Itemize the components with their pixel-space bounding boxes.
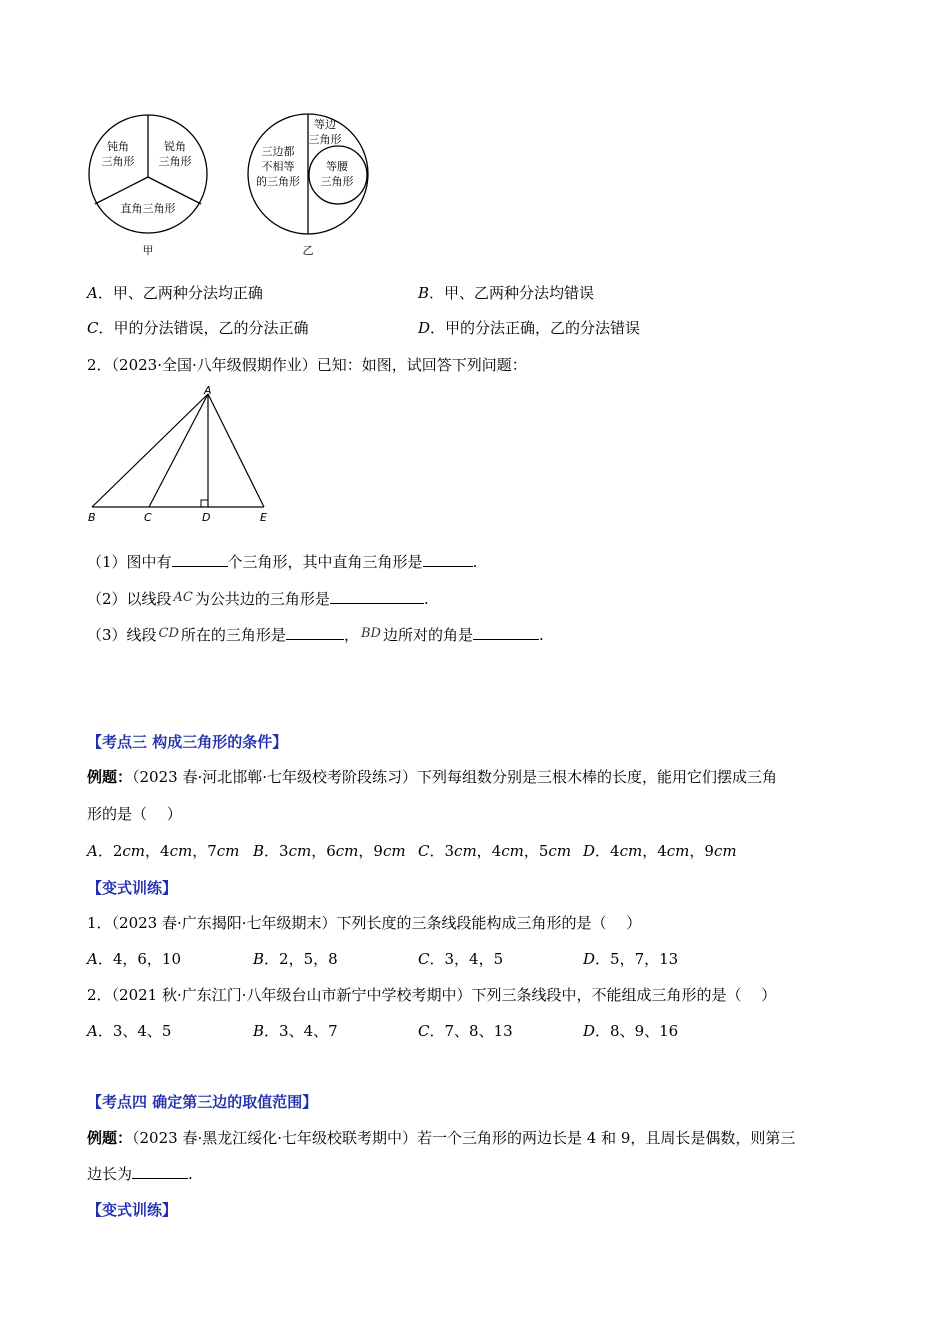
t2-option-c[interactable] <box>418 1020 513 1041</box>
section3-example-option-b[interactable]: B．3cm，6cm，9cm <box>253 842 406 860</box>
option-letter: D <box>583 842 596 860</box>
q1-option-d-letter: D <box>418 319 431 337</box>
q2-sub3-text-a: （3）线段 <box>87 626 157 644</box>
jia-acute-label-1: 锐角 <box>164 140 186 153</box>
section4-example-text-2a: 边长为 <box>87 1165 133 1183</box>
q1-option-c-letter: C <box>87 319 99 337</box>
yi-equilateral-label-2: 三角形 <box>308 133 342 146</box>
q1-option-c-text: ．甲的分法错误，乙的分法正确 <box>98 319 309 337</box>
q2-number: 2． <box>87 356 112 374</box>
q1-option-a[interactable] <box>87 282 263 303</box>
unit-label: cm <box>713 842 737 860</box>
q2-sub1-blank2[interactable] <box>423 552 473 567</box>
q2-sub1-blank1[interactable] <box>172 552 228 567</box>
triangle-figure <box>82 382 282 527</box>
yi-scalene-label-1: 三边都 <box>261 145 295 158</box>
jia-caption: 甲 <box>142 244 154 257</box>
unit-label: cm <box>288 842 312 860</box>
option-letter: C <box>418 1022 430 1040</box>
t2-option-d[interactable] <box>583 1020 678 1041</box>
option-value: 4 <box>657 842 667 860</box>
q2-sub3-text-e: . <box>538 626 544 644</box>
option-value: 3 <box>279 842 289 860</box>
section3-example-option-d[interactable]: D．4cm，4cm，9cm <box>583 842 737 860</box>
q2-sub2-text-a: （2）以线段 <box>87 590 172 608</box>
option-value: 4 <box>610 842 620 860</box>
option-text: ．2，5，8 <box>264 950 338 968</box>
t2-stem: 2．（2021 秋·广东江门·八年级台山市新宁中学校考期中）下列三条线段中，不能组成三角形的是（ ） <box>87 986 777 1004</box>
section3-example-text-1: （2023 春·河北邯郸·七年级校考阶段练习）下列每组数分别是三根木棒的长度，能用它们摆成三角 <box>132 768 777 786</box>
q2-sub1-text-c: . <box>472 553 478 571</box>
option-letter: A <box>87 950 98 968</box>
option-value: 6 <box>326 842 336 860</box>
q1-option-a-text: ．甲、乙两种分法均正确 <box>97 284 263 302</box>
section4-example-label: 例题： <box>87 1129 133 1147</box>
unit-label: cm <box>122 842 146 860</box>
point-d-label: D <box>202 511 211 524</box>
option-value: 9 <box>373 842 383 860</box>
section3-training-title: 【变式训练】 <box>87 879 178 897</box>
option-letter: C <box>418 842 430 860</box>
section4-training-title: 【变式训练】 <box>87 1201 178 1219</box>
q1-option-b-text: ．甲、乙两种分法均错误 <box>429 284 595 302</box>
option-value: 4 <box>491 842 502 860</box>
option-letter: B <box>253 950 265 968</box>
option-text: ．7、8、13 <box>429 1022 513 1040</box>
q1-option-c[interactable] <box>87 317 309 338</box>
q2-sub2-blank[interactable] <box>330 589 424 604</box>
q2-sub3-segment-bd: BD <box>360 626 381 641</box>
unit-label: cm <box>216 842 240 860</box>
section4-example-blank[interactable] <box>132 1164 188 1179</box>
t2-option-a[interactable] <box>87 1020 171 1041</box>
yi-equilateral-label-1: 等边 <box>314 118 336 131</box>
section3-example-text-2: 形的是（ ） <box>87 805 182 823</box>
classification-figure <box>85 108 385 263</box>
q2-sub3-blank1[interactable] <box>286 625 344 640</box>
q1-option-b[interactable] <box>418 282 594 303</box>
option-letter: B <box>253 1022 265 1040</box>
section3-example-line1 <box>87 766 777 787</box>
yi-caption: 乙 <box>302 244 314 257</box>
unit-label: cm <box>454 842 477 860</box>
section4-example-line1 <box>87 1127 795 1148</box>
q2-sub2-text-b: 为公共边的三角形是 <box>194 590 330 608</box>
section3-example-option-c[interactable]: C．3cm，4cm，5cm <box>418 842 572 860</box>
t1-option-d[interactable] <box>583 948 678 969</box>
q2-sub2-segment: AC <box>173 590 193 605</box>
q2-sub2-text-c: . <box>423 590 429 608</box>
point-b-label: B <box>88 511 96 524</box>
jia-right-label: 直角三角形 <box>120 202 176 215</box>
q2-sub2 <box>87 588 429 609</box>
unit-label: cm <box>382 842 406 860</box>
section3-example-option-a[interactable]: A．2cm，4cm，7cm <box>87 842 240 860</box>
q2-sub3-segment-cd: CD <box>158 626 179 641</box>
q2-sub3-blank2[interactable] <box>473 625 539 640</box>
point-e-label: E <box>260 511 267 524</box>
option-letter: D <box>583 1022 596 1040</box>
section4-example-text-2b: . <box>188 1165 193 1183</box>
section3-example-label: 例题： <box>87 768 133 786</box>
q2-source: （2023·全国·八年级假期作业）已知：如图，试回答下列问题： <box>111 356 527 374</box>
jia-acute-label-2: 三角形 <box>158 155 192 168</box>
q2-sub3 <box>87 624 544 645</box>
yi-isosceles-label-1: 等腰 <box>326 160 348 173</box>
option-letter: B <box>253 842 265 860</box>
q1-option-a-letter: A <box>87 284 98 302</box>
option-value: 5 <box>538 842 549 860</box>
q2-sub3-text-b: 所在的三角形是 <box>180 626 286 644</box>
option-text: ．3，4，5 <box>429 950 504 968</box>
t1-option-b[interactable] <box>253 948 338 969</box>
point-c-label: C <box>144 511 152 524</box>
t2-option-b[interactable] <box>253 1020 338 1041</box>
unit-label: cm <box>548 842 572 860</box>
q1-option-d[interactable] <box>418 317 640 338</box>
option-value: 7 <box>207 842 217 860</box>
option-value: 2 <box>112 842 123 860</box>
q2-sub3-text-c: ， <box>343 626 359 644</box>
yi-scalene-label-2: 不相等 <box>261 160 295 173</box>
t1-stem: 1．（2023 春·广东揭阳·七年级期末）下列长度的三条线段能构成三角形的是（ ） <box>87 914 642 932</box>
q1-option-b-letter: B <box>418 284 430 302</box>
section3-title: 【考点三 构成三角形的条件】 <box>87 733 288 751</box>
section4-example-line2 <box>87 1163 193 1184</box>
option-letter: A <box>87 1022 98 1040</box>
unit-label: cm <box>169 842 193 860</box>
q1-option-d-text: ．甲的分法正确，乙的分法错误 <box>430 319 641 337</box>
t1-option-c[interactable] <box>418 948 503 969</box>
option-letter: D <box>583 950 596 968</box>
option-value: 3 <box>444 842 455 860</box>
option-text: ．8、9、16 <box>595 1022 679 1040</box>
option-value: 4 <box>160 842 170 860</box>
point-a-label: A <box>204 384 212 397</box>
option-text: ．5，7，13 <box>595 950 679 968</box>
jia-obtuse-label-1: 钝角 <box>107 140 129 153</box>
option-text: ．3、4、5 <box>97 1022 172 1040</box>
q2-sub1 <box>87 551 477 572</box>
jia-obtuse-label-2: 三角形 <box>101 155 135 168</box>
unit-label: cm <box>666 842 690 860</box>
yi-circle-diagram <box>248 114 368 257</box>
q2-sub1-text-b: 个三角形，其中直角三角形是 <box>227 553 423 571</box>
jia-circle-diagram <box>89 115 207 257</box>
option-value: 9 <box>704 842 714 860</box>
q2-stem <box>87 354 527 375</box>
yi-scalene-label-3: 的三角形 <box>256 175 300 188</box>
unit-label: cm <box>335 842 359 860</box>
unit-label: cm <box>501 842 524 860</box>
option-letter: C <box>418 950 430 968</box>
option-text: ．3、4、7 <box>264 1022 338 1040</box>
section4-example-text-1: （2023 春·黑龙江绥化·七年级校联考期中）若一个三角形的两边长是 4 和 9，且周长是偶数，则第三 <box>132 1129 796 1147</box>
t1-option-a[interactable] <box>87 948 181 969</box>
q2-sub1-text-a: （1）图中有 <box>87 553 172 571</box>
option-text: ．4，6，10 <box>97 950 182 968</box>
option-letter: A <box>87 842 98 860</box>
section4-title: 【考点四 确定第三边的取值范围】 <box>87 1093 318 1111</box>
q2-sub3-text-d: 边所对的角是 <box>382 626 473 644</box>
unit-label: cm <box>619 842 643 860</box>
yi-isosceles-label-2: 三角形 <box>320 175 354 188</box>
